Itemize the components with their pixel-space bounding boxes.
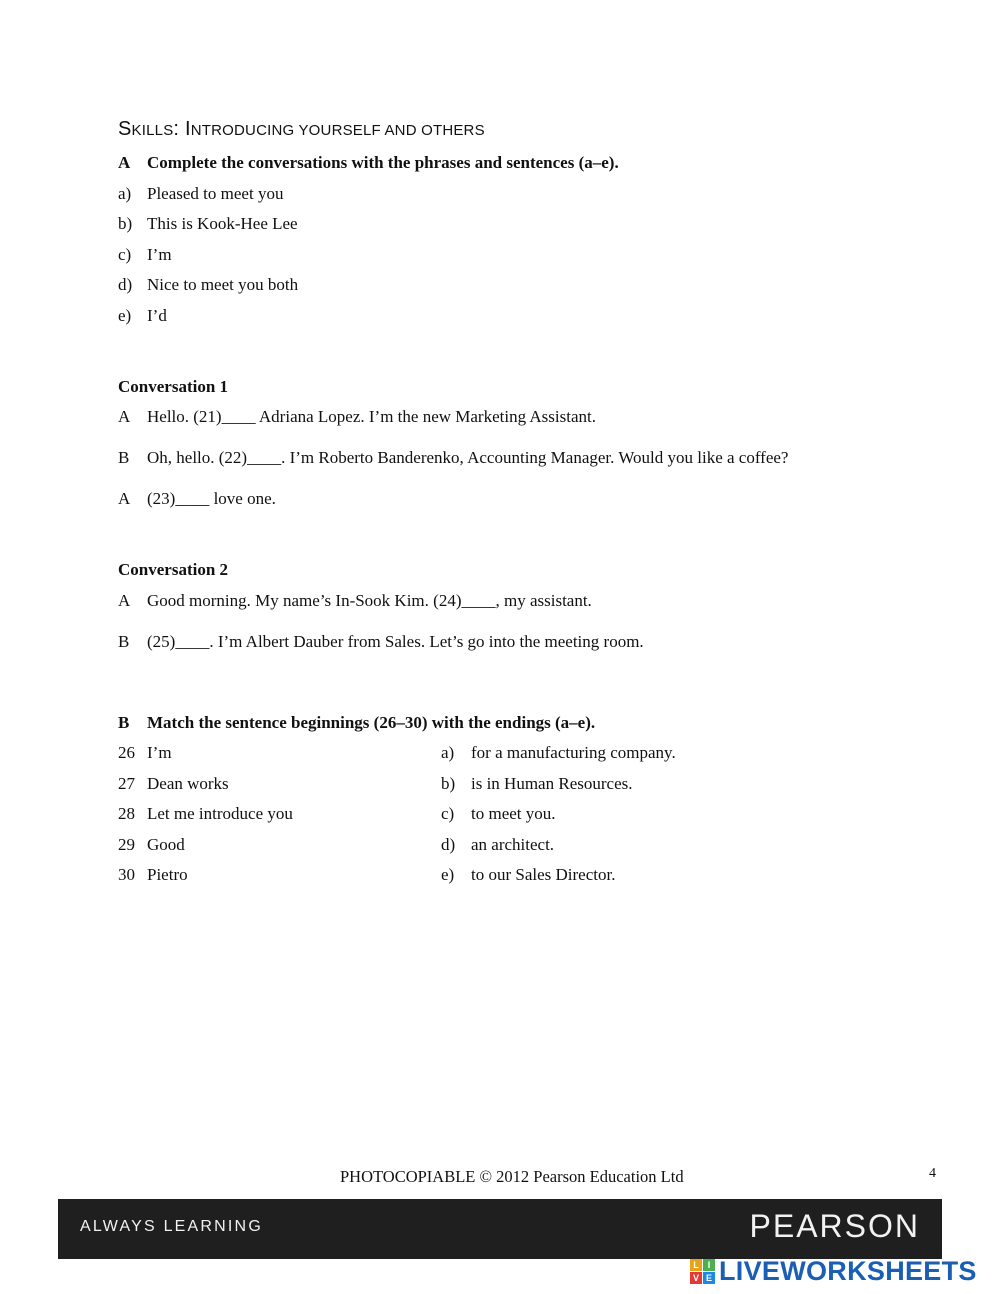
ending-letter: d) [441,835,456,854]
dialogue-line: (23)____ love one. [147,489,276,508]
ending-letter: a) [441,743,455,762]
beginning-text: Dean works [147,774,229,793]
option-letter: b) [118,214,133,233]
ending-text: is in Human Resources. [471,774,633,793]
ending-letter: e) [441,865,455,884]
tagline: ALWAYS LEARNING [80,1218,263,1235]
option-text: Nice to meet you both [147,275,299,294]
section-a-marker: A [118,153,131,172]
ending-text: to meet you. [471,804,556,823]
beginning-text: Pietro [147,865,188,884]
section-b-instruction: Match the sentence beginnings (26–30) with the endings (a–e). [147,713,596,732]
block-e: E [703,1272,715,1284]
page-title: SKILLS: INTRODUCING YOURSELF AND OTHERS [118,118,485,140]
beginning-number: 26 [118,743,135,762]
dialogue-line: Good morning. My name’s In-Sook Kim. (24)____, my assistant. [147,591,592,610]
option-letter: a) [118,184,132,203]
section-b-marker: B [118,713,130,732]
ending-letter: b) [441,774,456,793]
option-letter: c) [118,245,132,264]
dialogue-line: Hello. (21)____ Adriana Lopez. I’m the new Marketing Assistant. [147,407,596,426]
beginning-text: Let me introduce you [147,804,293,823]
block-i: I [703,1259,715,1271]
live-blocks-icon [690,1259,715,1284]
footer-band [58,1199,942,1259]
beginning-number: 27 [118,774,135,793]
dialogue-line: Oh, hello. (22)____. I’m Roberto Banderenko, Accounting Manager. Would you like a coffee? [147,448,789,467]
speaker-label: B [118,448,130,467]
liveworksheets-watermark [690,1255,977,1287]
ending-text: for a manufacturing company. [471,743,676,762]
beginning-text: I’m [147,743,172,762]
beginning-text: Good [147,835,185,854]
ending-text: to our Sales Director. [471,865,616,884]
ending-text: an architect. [471,835,555,854]
option-letter: e) [118,306,132,325]
beginning-number: 29 [118,835,135,854]
conversation-2-heading: Conversation 2 [118,560,229,579]
page-number: 4 [929,1166,936,1181]
section-a-instruction: Complete the conversations with the phrases and sentences (a–e). [147,153,619,172]
block-l: L [690,1259,702,1271]
speaker-label: A [118,489,131,508]
liveworksheets-text: LIVEWORKSHEETS [719,1255,977,1286]
conversation-1-heading: Conversation 1 [118,377,229,396]
block-v: V [690,1272,702,1284]
speaker-label: A [118,591,131,610]
dialogue-line: (25)____. I’m Albert Dauber from Sales. Let’s go into the meeting room. [147,632,644,651]
option-text: I’d [147,306,167,325]
speaker-label: A [118,407,131,426]
option-letter: d) [118,275,133,294]
beginning-number: 28 [118,804,135,823]
option-text: I’m [147,245,172,264]
speaker-label: B [118,632,130,651]
option-text: Pleased to meet you [147,184,284,203]
ending-letter: c) [441,804,455,823]
option-text: This is Kook-Hee Lee [147,214,298,233]
beginning-number: 30 [118,865,135,884]
pearson-logo: PEARSON [749,1208,920,1244]
copyright-notice: PHOTOCOPIABLE © 2012 Pearson Education Ltd [340,1167,684,1186]
